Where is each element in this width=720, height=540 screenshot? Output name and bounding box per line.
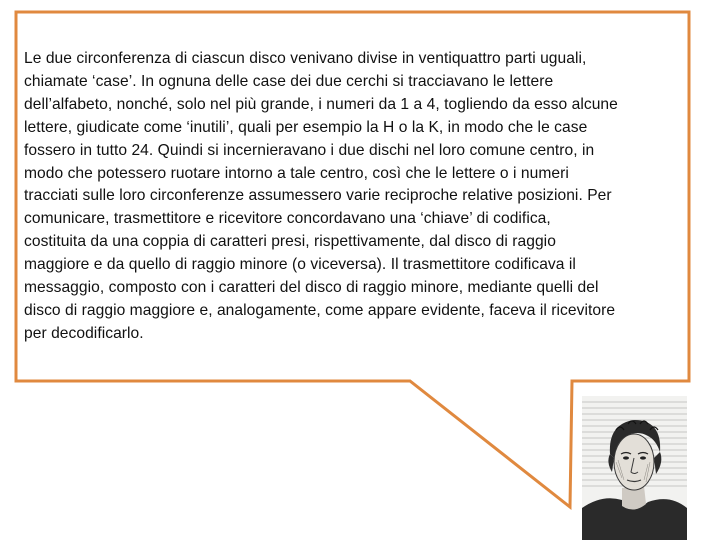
speech-bubble-text: Le due circonferenza di ciascun disco venivano divise in ventiquattro parti uguali, chiamate ‘case’. In ognuna delle case dei due cerchi si tracciavano le lettere dell’alfabeto, nonché, solo nel più grande, i numeri da 1 a 4, togliendo da esso alcune lettere, giudicate come ‘inutili’, quali per esempio la H o la K, in modo che le case fossero in tutto 24. Quindi si incernieravano i due dischi nel loro comune centro, in modo che potessero ruotare intorno a tale centro, così che le lettere o i numeri tracciati sulle loro circonferenze assumessero varie reciproche relative posizioni. Per comunicare, trasmettitore e ricevitore concordavano una ‘chiave’ di codifica, costituita da una coppia di caratteri presi, rispettivamente, dal disco di raggio maggiore e da quello di raggio minore (o viceversa). Il trasmettitore codificava il messaggio, composto con i caratteri del disco di raggio minore, mediante quelli del disco di raggio maggiore e, analogamente, come appare evidente, faceva il ricevitore per decodificarlo. (24, 50, 618, 342)
portrait-image (582, 396, 687, 540)
engraved-portrait-icon (582, 396, 687, 540)
